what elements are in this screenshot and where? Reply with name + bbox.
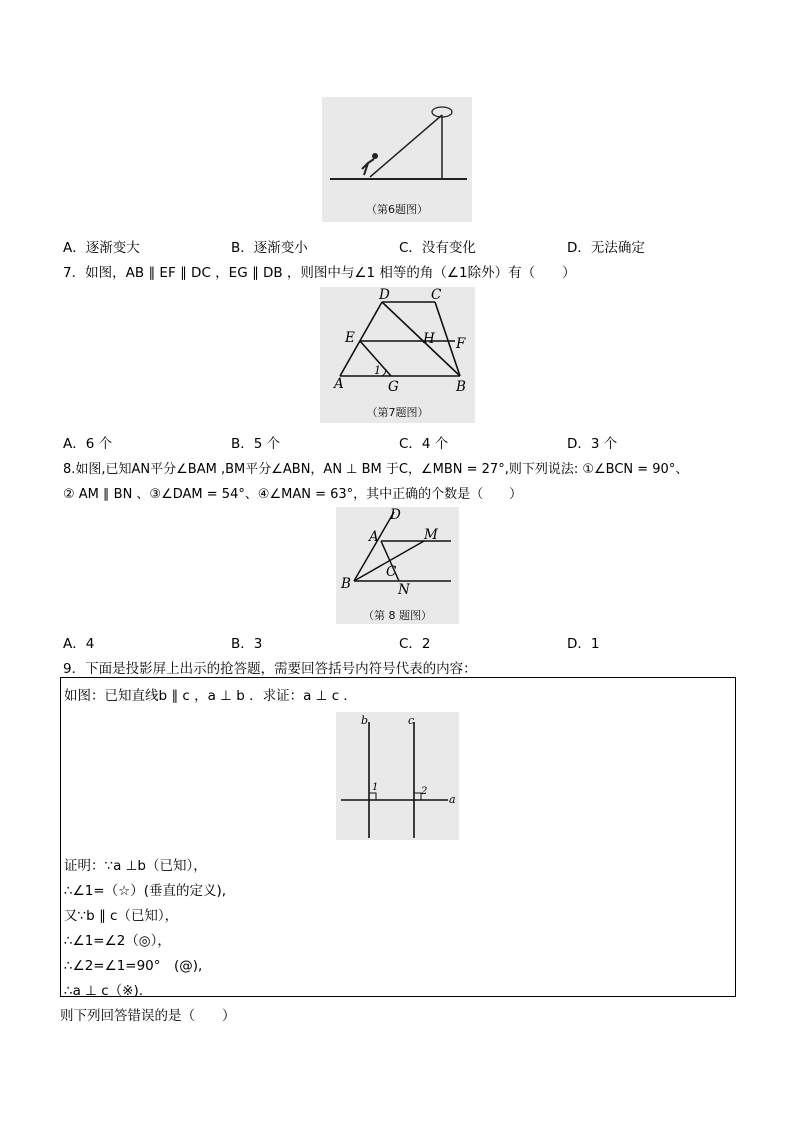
q7-option-d: D．3 个: [567, 436, 618, 452]
proof-line-2: ∴∠1=（☆）(垂直的定义),: [64, 883, 227, 899]
label-b8: B: [341, 576, 351, 592]
figure-q7-drawing: [320, 287, 475, 423]
label-angle-1: 1: [374, 364, 381, 377]
q9-question: 则下列回答错误的是（ ）: [60, 1008, 236, 1024]
label-n8: N: [398, 582, 410, 598]
q7-stem: 7．如图，AB ∥ EF ∥ DC ，EG ∥ DB ，则图中与∠1 相等的角（∠1除外）有（ ）: [63, 265, 576, 281]
label-b: B: [456, 379, 466, 395]
proof-line-1: 证明：∵a ⊥b（已知），: [64, 858, 207, 874]
q6-option-c: C．没有变化: [399, 240, 476, 256]
proof-line-3: 又∵b ∥ c（已知），: [64, 908, 179, 924]
label-c9: c: [408, 714, 415, 727]
label-angle-1-q9: 1: [372, 782, 379, 793]
proof-line-5: ∴∠2=∠1=90° (@),: [64, 958, 203, 974]
label-f: F: [456, 336, 466, 352]
label-c8: C: [386, 564, 397, 580]
label-d8: D: [390, 507, 401, 523]
figure-q8: [336, 507, 459, 624]
q6-option-a: A．逐渐变大: [63, 240, 140, 256]
q6-option-d: D．无法确定: [567, 240, 645, 256]
q7-option-b: B．5 个: [231, 436, 281, 452]
figure-q9: [336, 712, 459, 840]
label-b9: b: [361, 714, 369, 727]
figure-q6-caption: （第6题图）: [366, 203, 428, 216]
label-a8: A: [369, 529, 379, 545]
label-d: D: [379, 287, 390, 303]
q9-stem: 9．下面是投影屏上出示的抢答题，需要回答括号内符号代表的内容：: [63, 661, 477, 677]
label-angle-2-q9: 2: [421, 786, 428, 797]
q7-option-c: C．4 个: [399, 436, 449, 452]
q8-option-d: D．1: [567, 636, 600, 652]
label-m8: M: [424, 527, 438, 543]
label-g: G: [388, 379, 399, 395]
figure-q9-drawing: [336, 712, 459, 840]
figure-q7-caption: （第7题图）: [366, 406, 429, 419]
figure-q8-caption: （第 8 题图）: [363, 609, 432, 622]
q8-stem-line1: 8.如图,已知AN平分∠BAM ,BM平分∠ABN，AN ⊥ BM 于C，∠MBN = 27°,则下列说法: ①∠BCN = 90°、: [63, 462, 689, 477]
q9-box-title: 如图：已知直线b ∥ c ，a ⊥ b ．求证：a ⊥ c ．: [64, 688, 357, 704]
proof-line-4: ∴∠1=∠2（◎），: [64, 933, 171, 949]
label-e: E: [345, 330, 355, 346]
q6-option-b: B．逐渐变小: [231, 240, 308, 256]
q8-option-b: B．3: [231, 636, 263, 652]
q8-stem-line2: ② AM ∥ BN 、③∠DAM = 54°、④∠MAN = 63°，其中正确的个数是（ ）: [63, 487, 523, 502]
label-h: H: [423, 331, 435, 347]
q7-option-a: A．6 个: [63, 436, 113, 452]
label-a9: a: [449, 793, 456, 806]
figure-q7: [320, 287, 475, 423]
q8-option-a: A．4: [63, 636, 95, 652]
q8-option-c: C．2: [399, 636, 431, 652]
label-c: C: [431, 287, 442, 303]
proof-line-6: ∴a ⊥ c（※).: [64, 983, 143, 999]
figure-q6: [322, 97, 472, 222]
label-a: A: [334, 376, 344, 392]
